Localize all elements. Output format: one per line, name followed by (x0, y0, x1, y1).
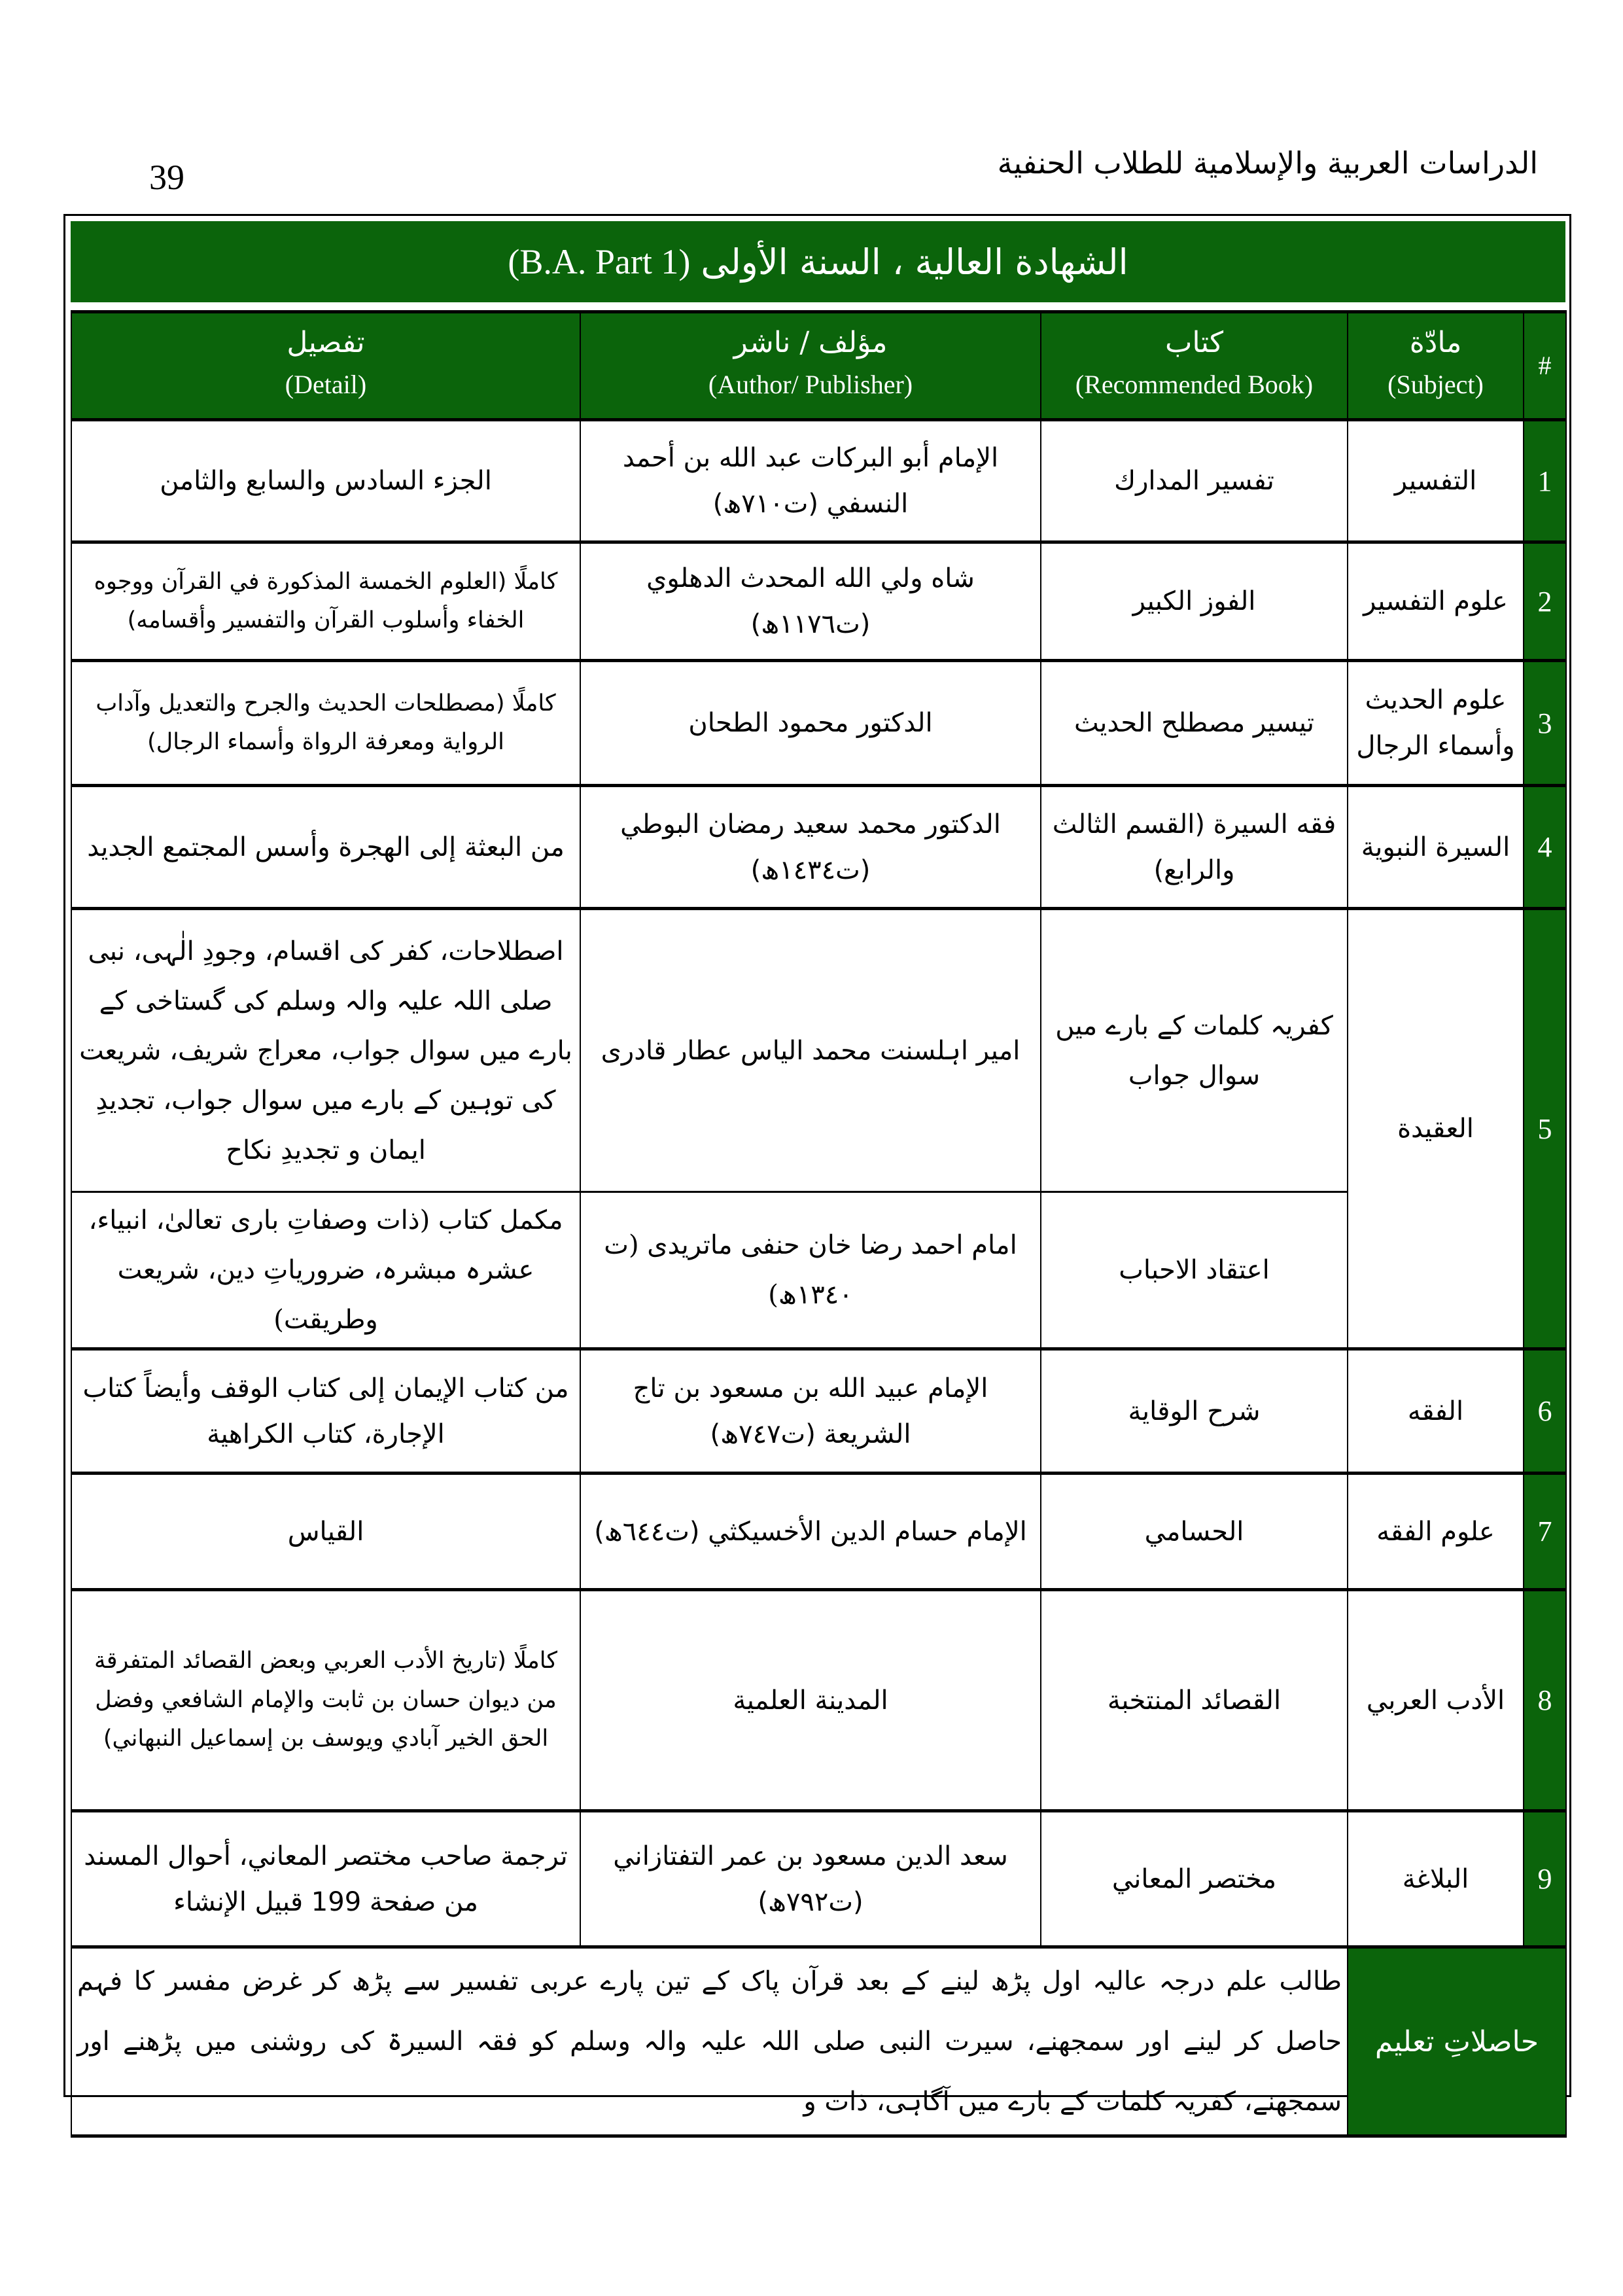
row-number: 8 (1524, 1590, 1566, 1811)
author-cell: امام احمد رضا خان حنفی ماتریدی (ت ١٣٤٠ھ) (580, 1192, 1041, 1349)
running-head: الدراسات العربية والإسلامية للطلاب الحنفية (997, 145, 1538, 181)
subject-cell: العقيدة (1348, 909, 1524, 1349)
table-row (71, 1349, 1566, 1474)
outcomes-row (71, 1947, 1566, 2136)
header-author: مؤلف / ناشر (Author/ Publisher) (580, 312, 1041, 420)
author-cell: الإمام أبو البركات عبد الله بن أحمد النسفي (ت٧١٠ھ) (580, 420, 1041, 542)
detail-cell: كاملًا (مصطلحات الحديث والجرح والتعديل وآداب الرواية ومعرفة الرواة وأسماء الرجال) (71, 661, 580, 786)
outcomes-label: حاصلاتِ تعلیم (1348, 1947, 1566, 2136)
detail-cell: من البعثة إلى الهجرة وأسس المجتمع الجديد (71, 786, 580, 909)
row-number: 4 (1524, 786, 1566, 909)
row-number: 5 (1524, 909, 1566, 1349)
table-row (71, 909, 1566, 1192)
table-row (71, 1590, 1566, 1811)
curriculum-table (71, 310, 1567, 2138)
author-cell: سعد الدين مسعود بن عمر التفتازاني (ت٧٩٢ھ) (580, 1811, 1041, 1947)
subject-cell: علوم الفقه (1348, 1474, 1524, 1590)
author-cell: المدينة العلمية (580, 1590, 1041, 1811)
row-number: 6 (1524, 1349, 1566, 1474)
table-row (71, 420, 1566, 542)
subject-cell: الفقه (1348, 1349, 1524, 1474)
detail-cell: اصطلاحات، کفر کی اقسام، وجودِ الٰہی، نبی صلی اللہ علیہ والہ وسلم کی گستاخی کے بارے میں سوال جواب، معراج شریف، شریعت کی توہین کے بارے میں سوال جواب، تجدیدِ ایمان و تجدیدِ نکاح (71, 909, 580, 1192)
subject-cell: الأدب العربي (1348, 1590, 1524, 1811)
author-cell: امیر اہلسنت محمد الیاس عطار قادری (580, 909, 1041, 1192)
header-book: كتاب (Recommended Book) (1041, 312, 1348, 420)
subject-cell: علوم التفسير (1348, 542, 1524, 661)
subject-cell: البلاغة (1348, 1811, 1524, 1947)
table-title (71, 221, 1565, 302)
header-detail: تفصيل (Detail) (71, 312, 580, 420)
book-cell: تيسير مصطلح الحديث (1041, 661, 1348, 786)
table-row (71, 661, 1566, 786)
subject-cell: السيرة النبوية (1348, 786, 1524, 909)
header-subject: مادّة (Subject) (1348, 312, 1524, 420)
detail-cell: من كتاب الإيمان إلى كتاب الوقف وأيضاً كتاب الإجارة، كتاب الكراهية (71, 1349, 580, 1474)
table-row (71, 1474, 1566, 1590)
title-arabic: الشهادة العالية ، السنة الأولى (701, 241, 1128, 283)
book-cell: الفوز الكبير (1041, 542, 1348, 661)
header-number: # (1524, 312, 1566, 420)
table-row (71, 786, 1566, 909)
detail-cell: مکمل کتاب (ذات وصفاتِ باری تعالیٰ، انبیاء، عشرہ مبشرہ، ضروریاتِ دین، شریعت وطریقت) (71, 1192, 580, 1349)
table-row (71, 1192, 1566, 1349)
title-english: (B.A. Part 1) (508, 242, 691, 281)
outcomes-text: طالب علم درجہ عالیہ اول پڑھ لینے کے بعد قرآن پاک کے تین پارے عربی تفسیر سے پڑھ کر غرض مفسر کا فہم حاصل کر لینے اور سمجھنے، سیرت النبی صلی اللہ علیہ والہ وسلم کو فقہ السیرۃ کی روشنی میں پڑھنے اور سمجھنے، کفریہ کلمات کے بارے میں آگاہی، ذات و (71, 1947, 1348, 2136)
author-cell: الإمام عبيد الله بن مسعود بن تاج الشريعة (ت٧٤٧ھ) (580, 1349, 1041, 1474)
author-cell: الدكتور محمود الطحان (580, 661, 1041, 786)
detail-cell: الجزء السادس والسابع والثامن (71, 420, 580, 542)
subject-cell: التفسير (1348, 420, 1524, 542)
detail-cell: ترجمة صاحب مختصر المعاني، أحوال المسند من صفحة 199 قبيل الإنشاء (71, 1811, 580, 1947)
page-number: 39 (149, 158, 184, 197)
book-cell: فقه السيرة (القسم الثالث والرابع) (1041, 786, 1348, 909)
book-cell: اعتقاد الاحباب (1041, 1192, 1348, 1349)
author-cell: الإمام حسام الدين الأخسيكثي (ت٦٤٤ھ) (580, 1474, 1041, 1590)
author-cell: شاه ولي الله المحدث الدهلوي (ت١١٧٦ھ) (580, 542, 1041, 661)
book-cell: شرح الوقاية (1041, 1349, 1348, 1474)
book-cell: الحسامي (1041, 1474, 1348, 1590)
subject-cell: علوم الحديث وأسماء الرجال (1348, 661, 1524, 786)
row-number: 3 (1524, 661, 1566, 786)
book-cell: کفریہ کلمات کے بارے میں سوال جواب (1041, 909, 1348, 1192)
header-row (71, 312, 1566, 420)
book-cell: مختصر المعاني (1041, 1811, 1348, 1947)
table-row (71, 1811, 1566, 1947)
detail-cell: القياس (71, 1474, 580, 1590)
row-number: 1 (1524, 420, 1566, 542)
row-number: 2 (1524, 542, 1566, 661)
book-cell: القصائد المنتخبة (1041, 1590, 1348, 1811)
row-number: 7 (1524, 1474, 1566, 1590)
table-row (71, 542, 1566, 661)
author-cell: الدكتور محمد سعيد رمضان البوطي (ت١٤٣٤ھ) (580, 786, 1041, 909)
book-cell: تفسير المدارك (1041, 420, 1348, 542)
row-number: 9 (1524, 1811, 1566, 1947)
detail-cell: كاملًا (تاريخ الأدب العربي وبعض القصائد المتفرقة من ديوان حسان بن ثابت والإمام الشافعي وفضل الحق الخير آبادي ويوسف بن إسماعيل النبهاني) (71, 1590, 580, 1811)
detail-cell: كاملًا (العلوم الخمسة المذكورة في القرآن ووجوه الخفاء وأسلوب القرآن والتفسير وأقسامه) (71, 542, 580, 661)
